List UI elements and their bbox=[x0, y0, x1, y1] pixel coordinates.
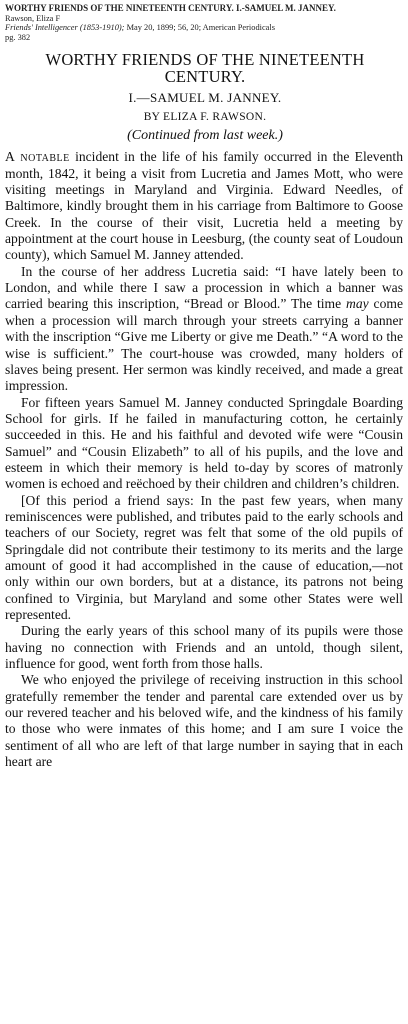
paragraph-2 bbox=[5, 264, 403, 395]
emphasis-may: may bbox=[346, 296, 369, 312]
paragraph-1 bbox=[5, 149, 403, 263]
citation-block bbox=[5, 4, 405, 42]
paragraph-5: During the early years of this school many of its pupils were those having no connection with Friends and an untold, though silent, influence for good, went forth from those halls. bbox=[5, 623, 403, 672]
paragraph-1-text: incident in the life of his family occurred in the Eleventh month, 1842, it being a visit from Lucretia and James Mott, who were visiting meetings in Maryland and Virginia. Edward Needles, of Baltimore, kindly brought them in his carriage from Baltimore to Goose Creek. In the course of their visit, Lucretia held a meeting by appointment at the court house in Leesburg, (the county seat of Loudoun county), which Samuel M. Janney attended. bbox=[5, 149, 403, 263]
citation-title: WORTHY FRIENDS OF THE NINETEENTH CENTURY. I.-SAMUEL M. JANNEY. bbox=[5, 3, 336, 13]
citation-date: May 20, 1899; 56, 20; American Periodicals bbox=[124, 23, 275, 33]
paragraph-3: For fifteen years Samuel M. Janney conducted Springdale Boarding School for girls. If he failed in manufacturing cotton, he certainly succeeded in this. He and his faithful and devoted wife were “Cousin Samuel” and “Cousin Elizabeth” to all of his pupils, and the love and esteem in which their memory is held to-day by scores of matronly women is echoed and reëchoed by their children and children’s children. bbox=[5, 394, 403, 492]
continued-note: (Continued from last week.) bbox=[127, 128, 283, 144]
lead-in: A notable bbox=[5, 149, 70, 165]
citation-journal: Friends' Intelligencer (1853-1910); bbox=[5, 23, 125, 33]
paragraph-2-text-b: come when a procession will march through your streets carrying a banner with the inscription “Give me Liberty or give me Death.” “A word to the wise is sufficient.” The court-house was crowded, many holders of slaves being present. Her sermon was kindly received, and made a great impression. bbox=[5, 296, 403, 394]
article-body bbox=[5, 149, 405, 770]
citation-author: Rawson, Eliza F bbox=[5, 13, 61, 23]
citation-source bbox=[5, 23, 405, 33]
paragraph-4: [Of this period a friend says: In the past few years, when many reminiscences were published, and tributes paid to the early schools and teachers of our Society, regret was felt that some of the old pupils of Springdale did not contribute their testimony to its merits and the large amount of good it had accomplished in the cause of education,—not only within our own borders, but at a distance, its patrons not being confined to Virginia, but Maryland and some other States were well represented. bbox=[5, 492, 403, 622]
citation-page: pg. 382 bbox=[5, 32, 31, 42]
article-heading: WORTHY FRIENDS OF THE NINETEENTH CENTURY. bbox=[45, 50, 365, 87]
paragraph-2-text-a: In the course of her address Lucretia said: “I have lately been to London, and while there I saw a procession in which a banner was carried bearing this inscription, “Bread or Blood.” The time bbox=[5, 263, 403, 312]
article-subheading: I.—SAMUEL M. JANNEY. bbox=[128, 90, 282, 106]
article-byline: BY ELIZA F. RAWSON. bbox=[143, 111, 267, 124]
paragraph-6: We who enjoyed the privilege of receiving instruction in this school gratefully remember the tender and parental care extended over us by our revered teacher and his beloved wife, and the kindness of his family to those who were inmates of this home; and I am sure I voice the sentiment of all who are left of that large number in saying that in each heart are bbox=[5, 672, 403, 770]
